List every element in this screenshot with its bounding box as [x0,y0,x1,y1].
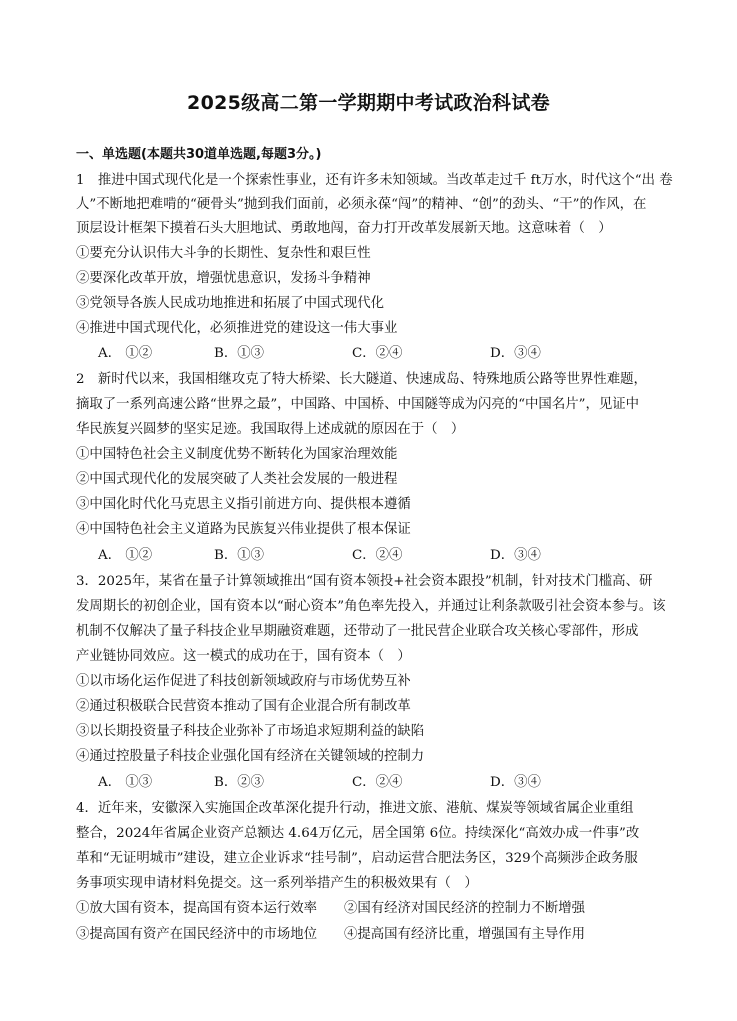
statement: ②通过积极联合民营资本推动了国有企业混合所有制改革 [76,699,411,714]
statement: ③提高国有资产在国民经济中的市场地位 [76,927,318,942]
question-stem-line: 1 推进中国式现代化是一个探索性事业，还有许多未知领域。当改革走过千 ft万水，时代这个“出 卷 [76,173,673,188]
question-stem-line: 顶层设计框架下摸着石头大胆地试、勇敢地闯，奋力打开改革发展新天地。这意味着（ ） [76,221,612,236]
statement: ②中国式现代化的发展突破了人类社会发展的一般进程 [76,472,398,487]
question-stem-line: 发周期长的初创企业，国有资本以“耐心资本”角色率先投入，并通过让利条款吸引社会资本参与。该 [76,599,666,614]
statement: ③以长期投资量子科技企业弥补了市场追求短期利益的缺陷 [76,724,425,739]
question-stem-line: 2 新时代以来，我国相继攻克了特大桥梁、长大隧道、快速成岛、特殊地质公路等世界性难题， [76,372,647,387]
question-stem-line: 华民族复兴圆梦的坚实足迹。我国取得上述成就的原因在于（ ） [76,422,465,437]
option-c: C．②④ [352,775,403,790]
question-stem-line: 革和“无证明城市”建设，建立企业诉求“挂号制”，启动运营合肥法务区，329个高频涉企政务服 [76,851,638,866]
question-stem-line: 整合，2024年省属企业资产总额达 4.64万亿元，居全国第 6位。持续深化“高效办成一件事”改 [76,826,640,841]
option-d: D．③④ [490,548,541,563]
section-heading: 一、单选题(本题共30道单选题,每题3分。) [76,147,322,162]
statement: ②国有经济对国民经济的控制力不断增强 [344,901,586,916]
statement: ④提高国有经济比重，增强国有主导作用 [344,927,586,942]
question-stem-line: 3．2025年，某省在量子计算领域推出“国有资本领投+社会资本跟投”机制，针对技术门槛高、研 [76,574,653,589]
option-d: D．③④ [490,775,541,790]
option-b: B．①③ [214,346,265,361]
option-b: B．①③ [214,548,265,563]
question-stem-line: 务事项实现申请材料免提交。这一系列举措产生的积极效果有（ ） [76,876,478,891]
statement: ①放大国有资本，提高国有资本运行效率 [76,901,318,916]
statement: ④通过控股量子科技企业强化国有经济在关键领域的控制力 [76,749,425,764]
statement: ③党领导各族人民成功地推进和拓展了中国式现代化 [76,296,384,311]
question-stem-line: 机制不仅解决了量子科技企业早期融资难题，还带动了一批民营企业联合攻关核心零部件，形成 [76,624,639,639]
statement: ①要充分认识伟大斗争的长期性、复杂性和艰巨性 [76,246,371,261]
question-stem-line: 摘取了一系列高速公路“世界之最”，中国路、中国桥、中国隧等成为闪亮的“中国名片”，见证中 [76,397,640,412]
statement: ④推进中国式现代化，必须推进党的建设这一伟大事业 [76,321,398,336]
option-c: C．②④ [352,346,403,361]
question-stem-line: 4．近年来，安徽深入实施国企改革深化提升行动，推进文旅、港航、煤炭等领域省属企业重组 [76,801,634,816]
option-b: B．②③ [214,775,265,790]
statement: ④中国特色社会主义道路为民族复兴伟业提供了根本保证 [76,522,411,537]
option-a: A. ①② [98,548,153,563]
option-a: A. ①② [98,346,153,361]
statement: ①中国特色社会主义制度优势不断转化为国家治理效能 [76,447,398,462]
statement: ①以市场化运作促进了科技创新领域政府与市场优势互补 [76,674,411,689]
question-stem-line: 产业链协同效应。这一模式的成功在于，国有资本（ ） [76,649,411,664]
option-a: A. ①③ [98,775,153,790]
option-c: C．②④ [352,548,403,563]
exam-title: 2025级高二第一学期期中考试政治科试卷 [187,92,550,114]
question-stem-line: 人”不断地把难啃的“硬骨头”抛到我们面前，必须永葆“闯”的精神、“创”的劲头、“干”的作风，在 [76,197,647,212]
statement: ③中国化时代化马克思主义指引前进方向、提供根本遵循 [76,497,411,512]
statement: ②要深化改革开放，增强忧患意识，发扬斗争精神 [76,271,371,286]
option-d: D．③④ [490,346,541,361]
